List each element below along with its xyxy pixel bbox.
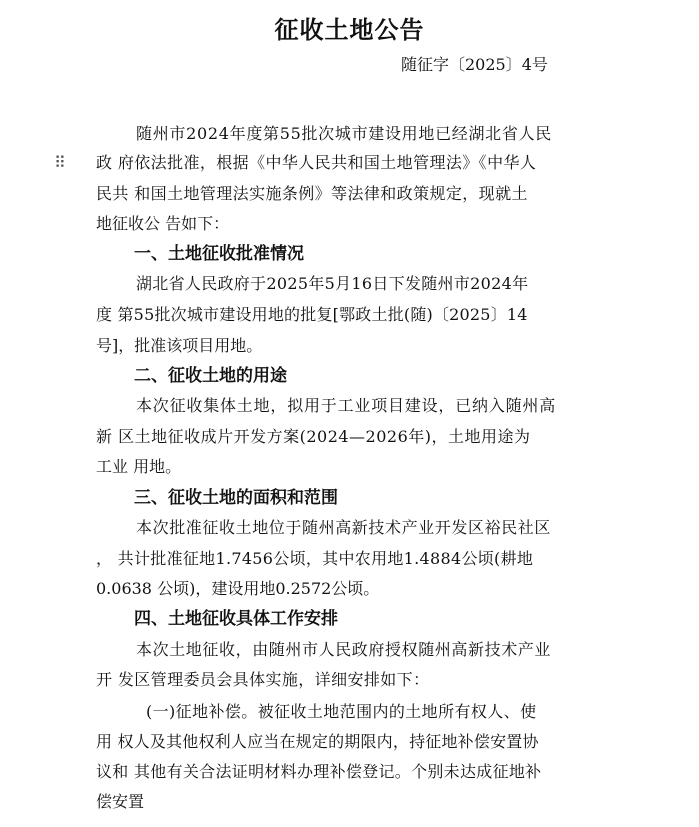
section-heading: 一、土地征收批准情况 bbox=[134, 244, 304, 264]
section-line: 度 第55批次城市建设用地的批复[鄂政土批(随)〔2025〕14 bbox=[96, 305, 528, 324]
section-heading: 三、征收土地的面积和范围 bbox=[134, 488, 338, 508]
section-heading: 二、征收土地的用途 bbox=[134, 366, 287, 386]
section-line: 0.0638 公顷)，建设用地0.2572公顷。 bbox=[96, 579, 380, 598]
section-line: 新 区土地征收成片开发方案(2024—2026年)，土地用途为 bbox=[96, 427, 531, 446]
section-line: 本次批准征收土地位于随州高新技术产业开发区裕民社区 bbox=[136, 518, 552, 537]
intro-line: 民共 和国土地管理法实施条例》等法律和政策规定，现就土 bbox=[96, 184, 528, 203]
intro-line: 政 府依法批准，根据《中华人民共和国土地管理法》《中华人 bbox=[96, 153, 537, 172]
drag-handle-icon[interactable]: ⠿ bbox=[54, 153, 66, 172]
intro-line: 随州市2024年度第55批次城市建设用地已经湖北省人民 bbox=[136, 124, 552, 143]
page-title: 征收土地公告 bbox=[274, 16, 425, 44]
section-heading: 四、土地征收具体工作安排 bbox=[134, 609, 338, 629]
section-line: ， 共计批准征地1.7456公顷，其中农用地1.4884公顷(耕地 bbox=[96, 549, 534, 568]
section-line: 号]，批准该项目用地。 bbox=[96, 336, 263, 355]
section-line: 湖北省人民政府于2025年5月16日下发随州市2024年 bbox=[136, 274, 529, 293]
section-line: 本次征收集体土地，拟用于工业项目建设，已纳入随州高 bbox=[136, 396, 557, 415]
section-line: 偿安置 bbox=[96, 792, 145, 811]
section-line: 议和 其他有关合法证明材料办理补偿登记。个别未达成征地补 bbox=[96, 762, 542, 781]
section-line: (一)征地补偿。被征收土地范围内的土地所有权人、使 bbox=[146, 702, 537, 721]
section-line: 工业 用地。 bbox=[96, 457, 182, 476]
section-line: 开 发区管理委员会具体实施，详细安排如下： bbox=[96, 670, 430, 689]
document-number: 随征字〔2025〕4号 bbox=[401, 55, 548, 74]
section-line: 用 权人及其他权利人应当在规定的期限内，持征地补偿安置协 bbox=[96, 732, 539, 751]
section-line: 本次土地征收，由随州市人民政府授权随州高新技术产业 bbox=[136, 640, 552, 659]
intro-line: 地征收公 告如下： bbox=[96, 214, 230, 233]
